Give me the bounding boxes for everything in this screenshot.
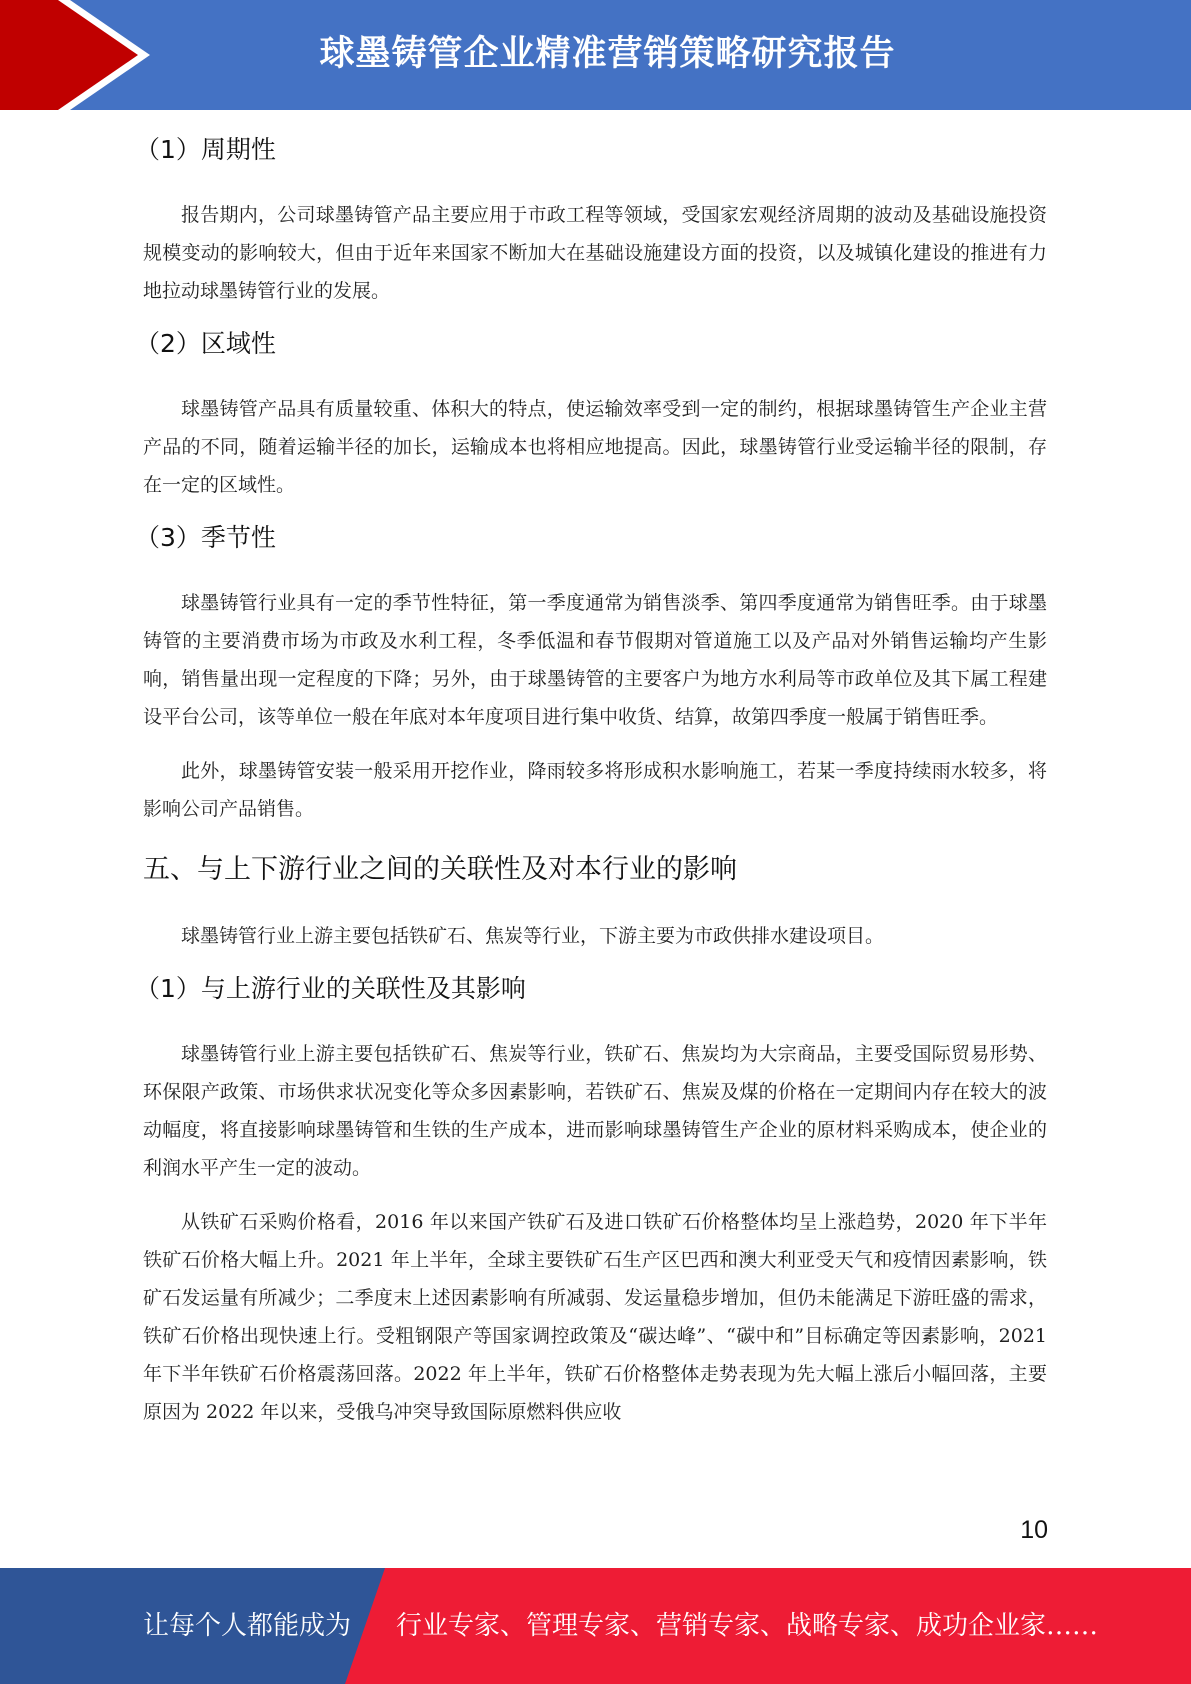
section-heading-upstream: （1）与上游行业的关联性及其影响	[135, 974, 526, 1003]
paragraph: 此外，球墨铸管安装一般采用开挖作业，降雨较多将形成积水影响施工，若某一季度持续雨水较多，将影响公司产品销售。	[143, 760, 1047, 820]
section-heading-seasonality: （3）季节性	[135, 523, 276, 552]
paragraph: 球墨铸管行业上游主要包括铁矿石、焦炭等行业，铁矿石、焦炭均为大宗商品，主要受国际贸易形势、环保限产政策、市场供求状况变化等众多因素影响，若铁矿石、焦炭及煤的价格在一定期间内存在较大的波动幅度，将直接影响球墨铸管和生铁的生产成本，进而影响球墨铸管生产企业的原材料采购成本，使企业的利润水平产生一定的波动。	[143, 1043, 1047, 1179]
section-heading-regionality: （2）区域性	[135, 329, 276, 358]
paragraph: 从铁矿石采购价格看，2016 年以来国产铁矿石及进口铁矿石价格整体均呈上涨趋势，2020 年下半年铁矿石价格大幅上升。2021 年上半年，全球主要铁矿石生产区巴西和澳大利亚受天气和疫情因素影响，铁矿石发运量有所减少；二季度末上述因素影响有所减弱、发运量稳步增加，但仍未能满足下游旺盛的需求，铁矿石价格出现快速上行。受粗钢限产等国家调控政策及“碳达峰”、“碳中和”目标确定等因素影响，2021 年下半年铁矿石价格震荡回落。2022 年上半年，铁矿石价格整体走势表现为先大幅上涨后小幅回落，主要原因为 2022 年以来，受俄乌冲突导致国际原燃料供应收	[143, 1211, 1047, 1423]
page-content	[135, 125, 1047, 1431]
footer-slogan-right: 行业专家、管理专家、营销专家、战略专家、成功企业家……	[396, 1611, 1099, 1641]
page-footer	[0, 1568, 1191, 1684]
section-heading-cyclicality: （1）周期性	[135, 135, 276, 164]
paragraph: 球墨铸管行业上游主要包括铁矿石、焦炭等行业，下游主要为市政供排水建设项目。	[181, 925, 885, 947]
page-header	[0, 0, 1191, 110]
footer-slogan-left: 让每个人都能成为	[143, 1611, 352, 1641]
chapter-heading-upstream-downstream: 五、与上下游行业之间的关联性及对本行业的影响	[143, 854, 737, 885]
paragraph: 报告期内，公司球墨铸管产品主要应用于市政工程等领域，受国家宏观经济周期的波动及基础设施投资规模变动的影响较大，但由于近年来国家不断加大在基础设施建设方面的投资，以及城镇化建设的推进有力地拉动球墨铸管行业的发展。	[143, 204, 1047, 302]
page-number: 10	[1020, 1516, 1048, 1544]
paragraph: 球墨铸管产品具有质量较重、体积大的特点，使运输效率受到一定的制约，根据球墨铸管生产企业主营产品的不同，随着运输半径的加长，运输成本也将相应地提高。因此，球墨铸管行业受运输半径的限制，存在一定的区域性。	[143, 398, 1047, 496]
header-title: 球墨铸管企业精准营销策略研究报告	[319, 34, 896, 74]
paragraph: 球墨铸管行业具有一定的季节性特征，第一季度通常为销售淡季、第四季度通常为销售旺季。由于球墨铸管的主要消费市场为市政及水利工程，冬季低温和春节假期对管道施工以及产品对外销售运输均产生影响，销售量出现一定程度的下降；另外，由于球墨铸管的主要客户为地方水利局等市政单位及其下属工程建设平台公司，该等单位一般在年底对本年度项目进行集中收货、结算，故第四季度一般属于销售旺季。	[143, 592, 1047, 728]
